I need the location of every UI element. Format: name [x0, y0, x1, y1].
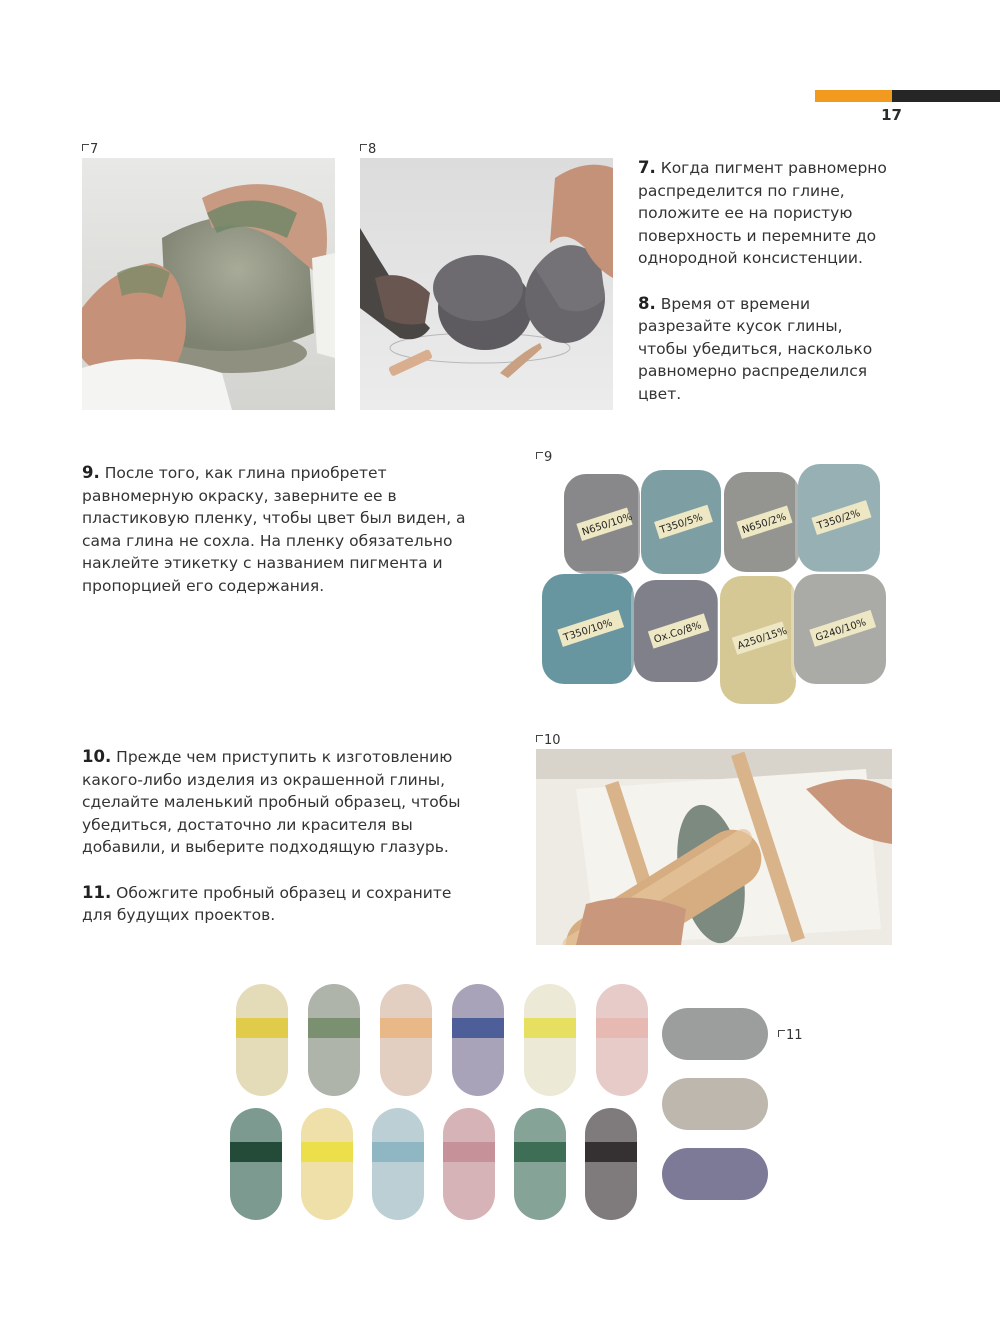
- test-sample: [301, 1108, 353, 1220]
- test-sample: [596, 984, 648, 1096]
- test-sample: [524, 984, 576, 1096]
- photo-cut-clay: [360, 158, 613, 410]
- bag-label: T350/10%: [562, 617, 615, 644]
- clay-bag: [717, 573, 799, 707]
- bag-label: Ox.Co/8%: [652, 620, 703, 646]
- step-11: 11. Обожгите пробный образец и сохраните для будущих проектов.: [82, 882, 452, 924]
- bag-label: A250/15%: [736, 625, 789, 653]
- test-sample: [662, 1008, 768, 1060]
- header-accent-orange: [815, 90, 892, 102]
- figure-11-label: 11: [778, 1026, 803, 1042]
- steps-7-8-text: [638, 157, 890, 405]
- figure-8-label: 8: [360, 140, 376, 156]
- test-sample: [514, 1108, 566, 1220]
- step-7: 7. Когда пигмент равномерно распределится по глине, положите ее на пористую поверхность и перемните до однородной консистенции.: [638, 158, 887, 267]
- test-sample: [230, 1108, 282, 1220]
- step-10: 10. Прежде чем приступить к изготовлению какого-либо изделия из окрашенной глины, сделайте маленький пробный образец, чтобы убедиться, достаточно ли красителя вы добавили, и выберите подходящую глазурь.: [82, 747, 461, 856]
- test-sample: [308, 984, 360, 1096]
- test-sample: [585, 1108, 637, 1220]
- bag-label: N650/10%: [580, 511, 634, 539]
- test-sample: [380, 984, 432, 1096]
- figure-10-label: 10: [536, 731, 561, 747]
- clay-bag: [539, 571, 637, 687]
- clay-bag: [638, 467, 724, 577]
- clay-bag: [561, 471, 643, 577]
- bag-label: N650/2%: [740, 511, 788, 537]
- page-number: 17: [881, 106, 902, 124]
- photo-fired-test-samples: [228, 980, 774, 1228]
- test-sample: [662, 1148, 768, 1200]
- test-sample: [372, 1108, 424, 1220]
- steps-10-11-text: [82, 746, 470, 927]
- clay-bag: [791, 571, 889, 687]
- bag-label: G240/10%: [814, 617, 868, 644]
- step-9: 9. После того, как глина приобретет равномерную окраску, заверните ее в пластиковую пленку, чтобы цвет был виден, а сама глина не сохла. На пленку обязательно наклейте этикетку с названием пигмента и пропорцией его содержания.: [82, 463, 466, 595]
- step-8: 8. Время от времени разрезайте кусок глины, чтобы убедиться, насколько равномерно распределился цвет.: [638, 293, 873, 403]
- test-sample: [443, 1108, 495, 1220]
- clay-bag: [721, 469, 803, 575]
- figure-7-label: 7: [82, 140, 98, 156]
- test-sample: [452, 984, 504, 1096]
- clay-bag: [631, 577, 721, 685]
- step-9-text: [82, 462, 470, 597]
- bag-label: T350/2%: [816, 507, 862, 533]
- photo-kneading-clay: [82, 158, 335, 410]
- photo-wrapped-clay-bags: [536, 462, 900, 707]
- photo-rolling-clay: [536, 749, 892, 945]
- test-sample: [236, 984, 288, 1096]
- test-sample: [662, 1078, 768, 1130]
- header-accent-black: [892, 90, 1000, 102]
- bag-label: T350/5%: [658, 512, 705, 537]
- clay-bag: [795, 462, 883, 575]
- figure-9-label: 9: [536, 448, 552, 464]
